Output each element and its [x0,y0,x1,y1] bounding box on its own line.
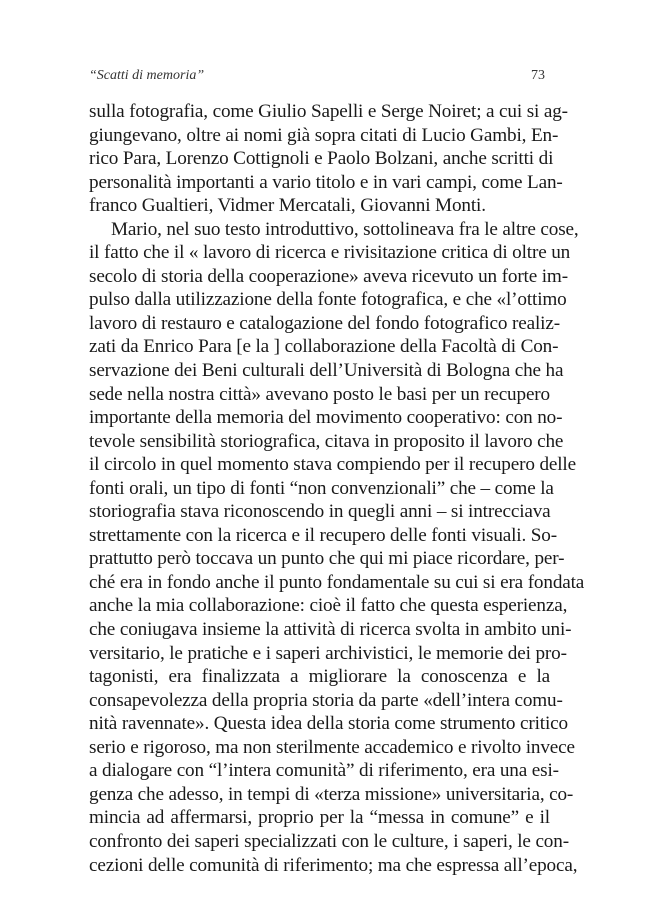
text-line: serio e rigoroso, ma non sterilmente accademico e rivolto invece [89,736,575,758]
text-line: il circolo in quel momento stava compiendo per il recupero delle [89,454,576,476]
text-line: cezioni delle comunità di riferimento; ma che espressa all’epoca, [89,854,578,876]
text-line: che coniugava insieme la attività di ricerca svolta in ambito uni- [89,619,572,641]
text-line: sulla fotografia, come Giulio Sapelli e Serge Noiret; a cui si ag- [89,101,568,122]
text-line: rico Para, Lorenzo Cottignoli e Paolo Bolzani, anche scritti di [89,148,554,170]
text-line: genza che adesso, in tempi di «terza missione» universitaria, co- [89,783,574,805]
text-line: zati da Enrico Para [e la ] collaborazione della Facoltà di Con- [89,336,559,358]
text-line: tagonisti, era finalizzata a migliorare la conoscenza e la [89,666,550,688]
running-head [89,66,545,88]
text-line: franco Gualtieri, Vidmer Mercatali, Giovanni Monti. [89,195,486,217]
text-line: versitario, le pratiche e i saperi archivistici, le memorie dei pro- [89,642,567,664]
paragraph-first-line: Mario, nel suo testo introduttivo, sottolineava fra le altre cose, [111,218,579,240]
body-text [89,100,585,877]
text-line: pulso dalla utilizzazione della fonte fotografica, e che «l’ottimo [89,289,567,311]
text-line: tevole sensibilità storiografica, citava in proposito il lavoro che [89,430,564,452]
text-line: ché era in fondo anche il punto fondamentale su cui si era fondata [89,571,585,593]
text-line: secolo di storia della cooperazione» aveva ricevuto un forte im- [89,265,568,287]
text-line: storiografia stava riconoscendo in quegli anni – si intrecciava [89,501,551,523]
text-line: prattutto però toccava un punto che qui mi piace ricordare, per- [89,548,565,570]
text-line: consapevolezza della propria storia da parte «dell’intera comu- [89,689,563,711]
text-line: mincia ad affermarsi, proprio per la “messa in comune” e il [89,807,550,829]
text-line: servazione dei Beni culturali dell’Università di Bologna che ha [89,360,564,382]
text-line: a dialogare con “l’intera comunità” di riferimento, era una esi- [89,760,559,782]
text-line: fonti orali, un tipo di fonti “non convenzionali” che – come la [89,477,554,499]
text-line: nità ravennate». Questa idea della storia come strumento critico [89,713,568,735]
text-line: anche la mia collaborazione: cioè il fatto che questa esperienza, [89,595,568,617]
running-title: “Scatti di memoria” [89,68,205,83]
page-number: 73 [531,68,545,83]
text-line: sede nella nostra città» avevano posto le basi per un recupero [89,383,550,405]
text-line: strettamente con la ricerca e il recupero delle fonti visuali. So- [89,524,557,546]
text-line: importante della memoria del movimento cooperativo: con no- [89,407,563,429]
text-line: confronto dei saperi specializzati con le culture, i saperi, le con- [89,830,569,852]
text-line: lavoro di restauro e catalogazione del fondo fotografico realiz- [89,312,560,334]
text-line: personalità importanti a vario titolo e in vari campi, come Lan- [89,171,563,193]
text-line: giungevano, oltre ai nomi già sopra citati di Lucio Gambi, En- [89,124,559,146]
text-line: il fatto che il « lavoro di ricerca e rivisitazione critica di oltre un [89,242,571,264]
